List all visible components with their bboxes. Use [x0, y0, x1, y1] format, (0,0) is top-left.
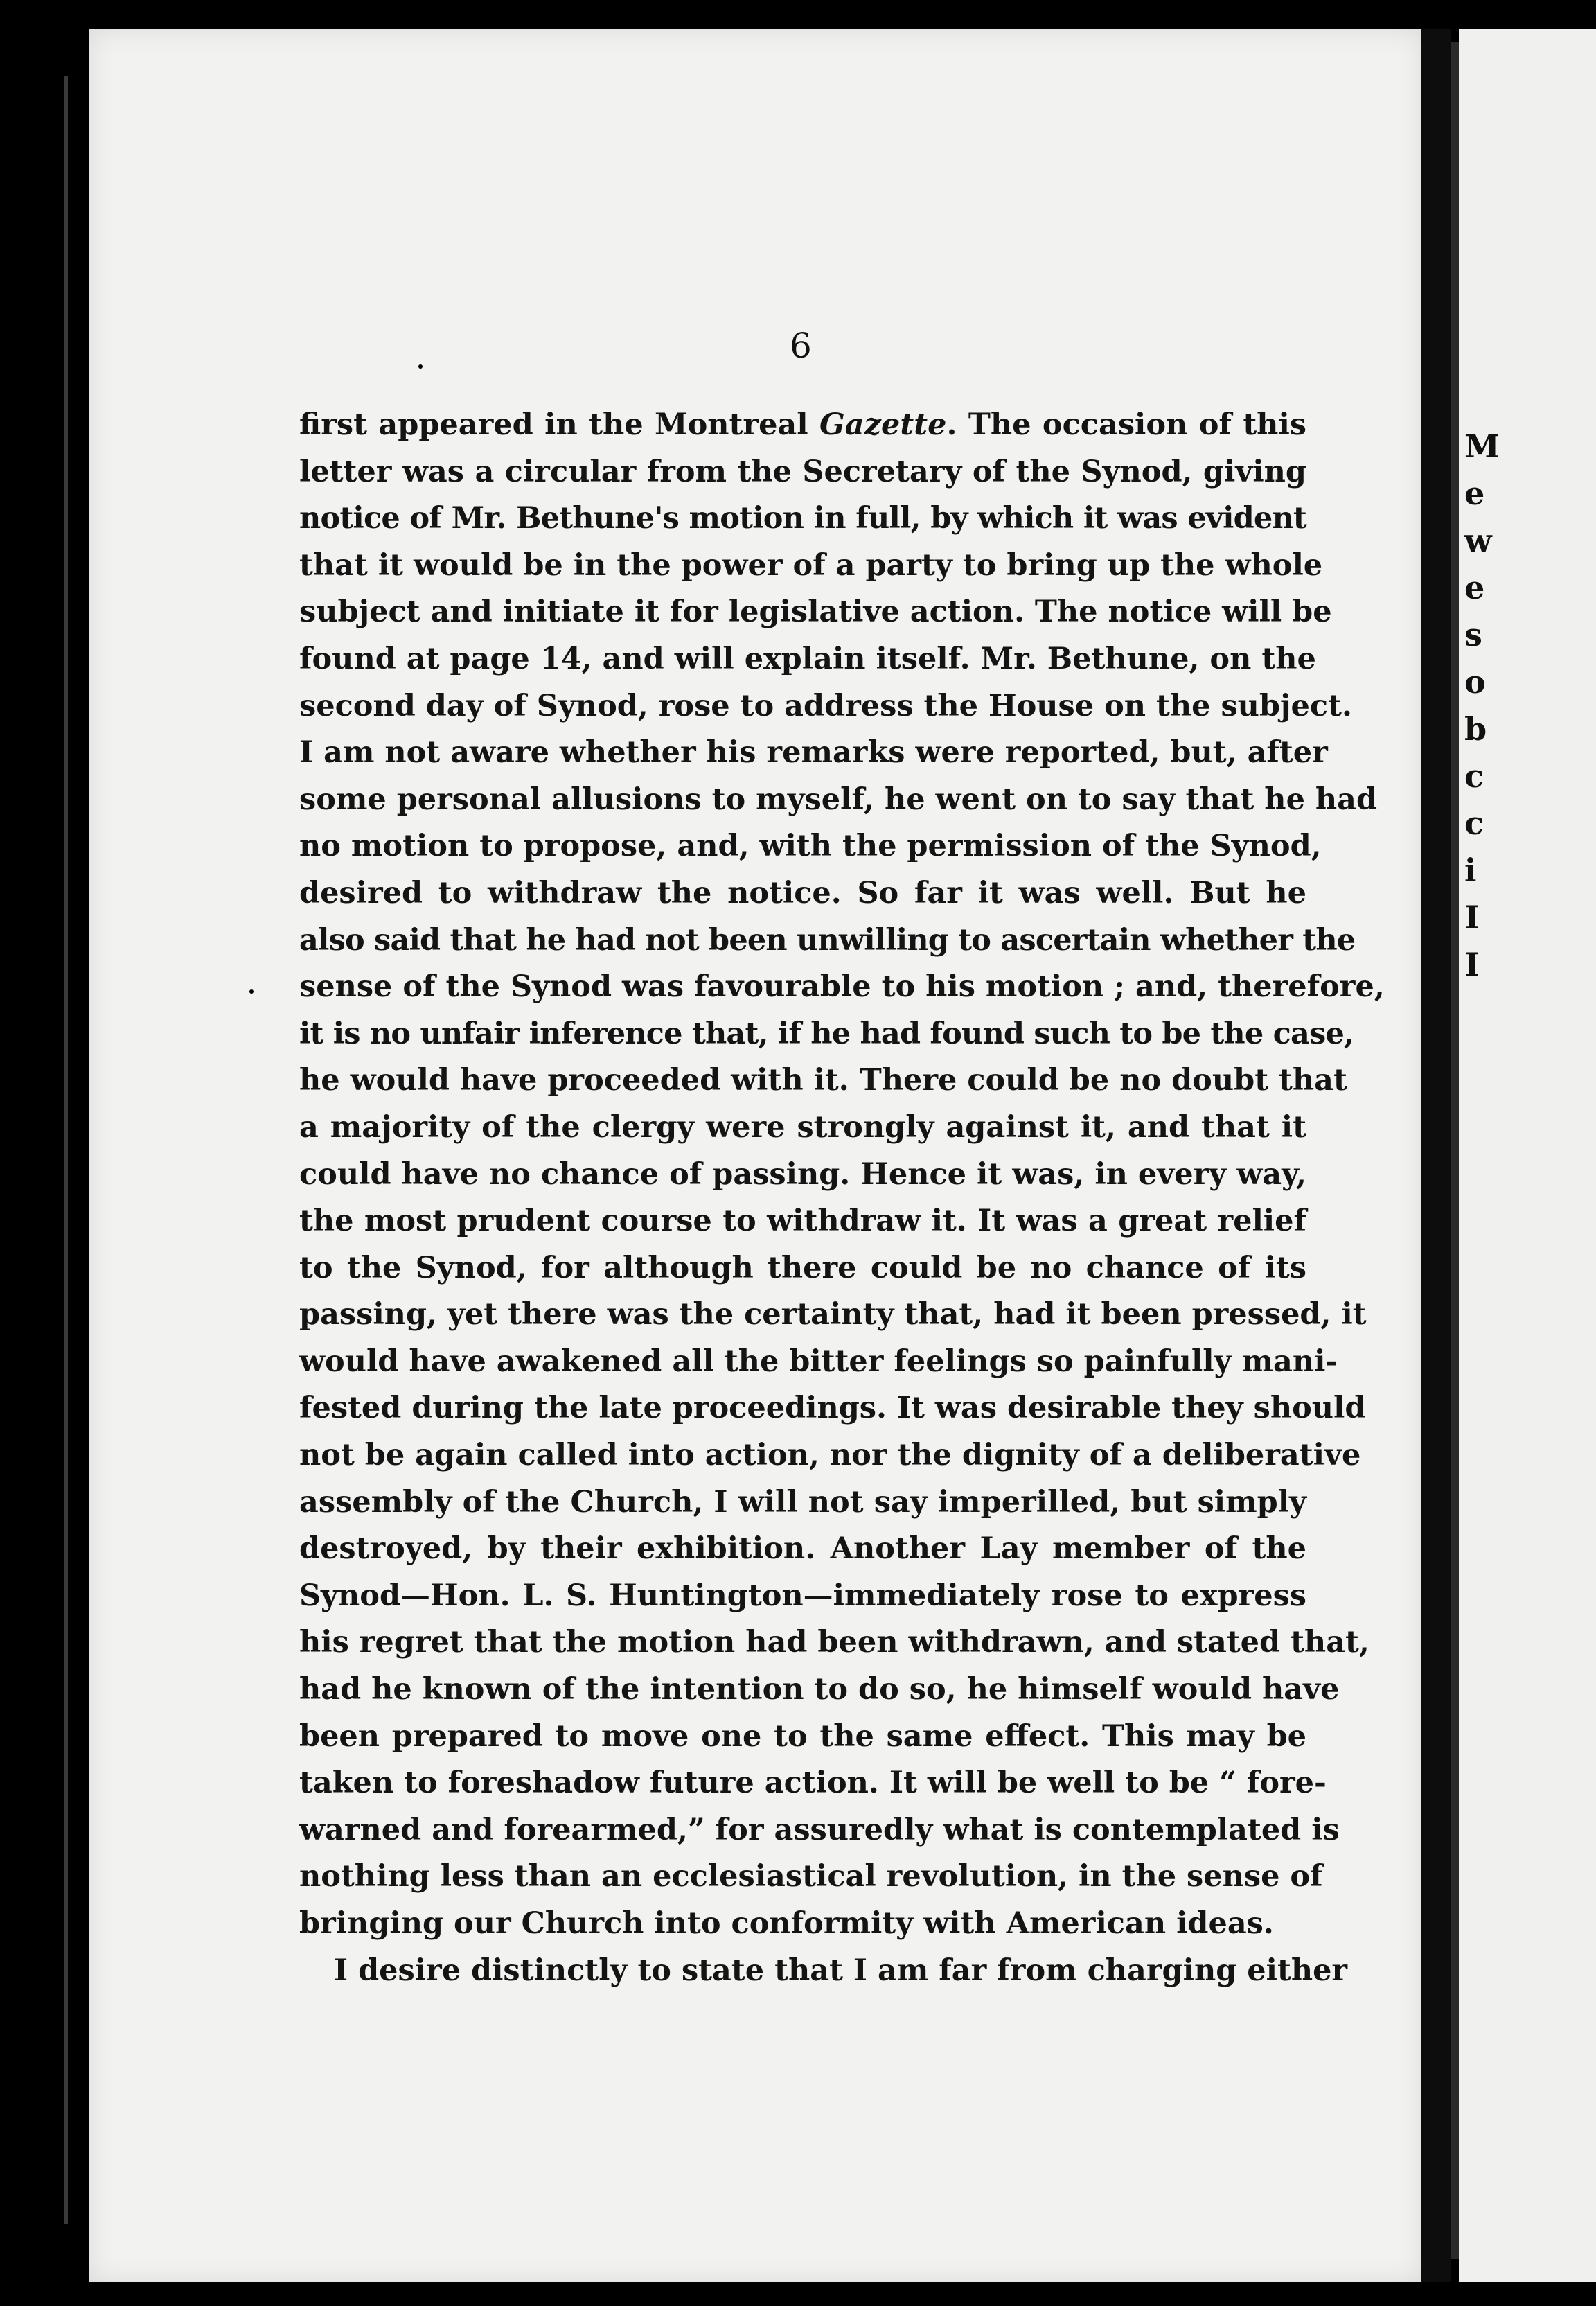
text-line: found at page 14, and will explain itself. Mr. Bethune, on the	[299, 641, 1316, 676]
text-line: warned and forearmed,” for assuredly what is contemplated is	[299, 1812, 1340, 1847]
text-line: Synod—Hon. L. S. Huntington—immediately rose to express	[299, 1578, 1306, 1613]
page-edge-shadow	[64, 76, 68, 2224]
text-line: second day of Synod, rose to address the House on the subject.	[299, 688, 1352, 723]
gutter-fold	[1451, 42, 1459, 2259]
text-line: desired to withdraw the notice. So far it was well. But he	[299, 875, 1306, 910]
text-line: assembly of the Church, I will not say imperilled, but simply	[299, 1484, 1306, 1520]
text-line: taken to foreshadow future action. It will be well to be “ fore-	[299, 1766, 1327, 1801]
text-line: he would have proceeded with it. There could be no doubt that	[299, 1063, 1347, 1098]
text-line: fested during the late proceedings. It was desirable they should	[299, 1391, 1366, 1426]
text-line: would have awakened all the bitter feelings so painfully mani-	[299, 1344, 1338, 1379]
facing-page-letters: M e w e s o b c c i I I	[1464, 428, 1500, 983]
text-line: destroyed, by their exhibition. Another Lay member of the	[299, 1531, 1306, 1567]
text-line: not be again called into action, nor the dignity of a deliberative	[299, 1438, 1361, 1473]
text-line: letter was a circular from the Secretary of the Synod, giving	[299, 454, 1306, 489]
text-line: nothing less than an ecclesiastical revolution, in the sense of	[299, 1859, 1323, 1894]
text-line: his regret that the motion had been withdrawn, and stated that,	[299, 1625, 1369, 1660]
text-line: bringing our Church into conformity with American ideas.	[299, 1906, 1274, 1941]
text-line: sense of the Synod was favourable to his motion ; and, therefore,	[299, 969, 1385, 1005]
text-line: no motion to propose, and, with the permission of the Synod,	[299, 829, 1322, 864]
text-line: been prepared to move one to the same effect. This may be	[299, 1718, 1306, 1754]
text-line: passing, yet there was the certainty that, had it been pressed, it	[299, 1297, 1367, 1332]
book-gutter	[1421, 29, 1451, 2282]
italic-word: Gazette	[819, 407, 947, 442]
text-line: the most prudent course to withdraw it. It was a great relief	[299, 1204, 1306, 1239]
text-line: first appeared in the Montreal Gazette. The occasion of this	[299, 407, 1306, 442]
text-line: subject and initiate it for legislative action. The notice will be	[299, 595, 1332, 630]
body-text	[299, 402, 1385, 1994]
text-line: I desire distinctly to state that I am far from charging either	[334, 1953, 1348, 1988]
text-line: notice of Mr. Bethune's motion in full, by which it was evident	[299, 501, 1306, 536]
text-line: that it would be in the power of a party to bring up the whole	[299, 547, 1323, 583]
text-line: I am not aware whether his remarks were reported, but, after	[299, 735, 1328, 771]
text-line: some personal allusions to myself, he went on to say that he had	[299, 782, 1378, 817]
page-number: 6	[790, 326, 812, 366]
text-line: a majority of the clergy were strongly against it, and that it	[299, 1109, 1306, 1145]
text-line: could have no chance of passing. Hence it was, in every way,	[299, 1156, 1306, 1192]
text-line: it is no unfair inference that, if he had found such to be the case,	[299, 1016, 1354, 1051]
facing-page-fragment	[1459, 29, 1596, 2282]
text-line: had he known of the intention to do so, he himself would have	[299, 1672, 1340, 1707]
text-line: also said that he had not been unwilling to ascertain whether the	[299, 922, 1356, 958]
scan-speck	[249, 989, 254, 994]
scan-speck	[418, 364, 423, 369]
text-line: to the Synod, for although there could be no chance of its	[299, 1250, 1306, 1285]
scan-speck	[28, 1761, 37, 1768]
